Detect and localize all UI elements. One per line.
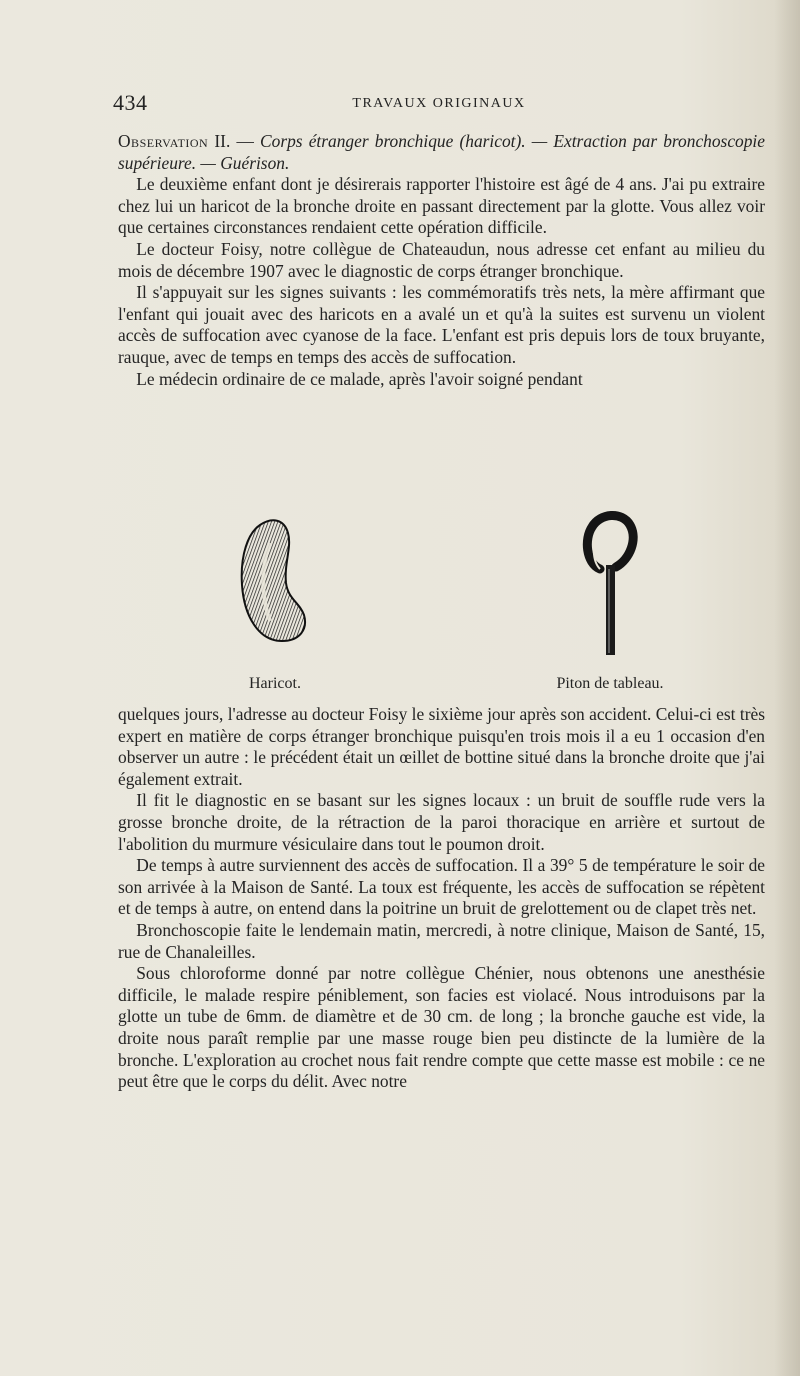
observation-heading [118,131,765,174]
figure-bean [175,503,375,693]
running-head [113,90,765,122]
paragraph: quelques jours, l'adresse au docteur Foisy le sixième jour après son accident. Celui-ci est très expert en matière de corps étranger bronchique puisqu'en trois mois il a eu 1 occasion d'en observer un autre : le précédent était un œillet de bottine situé dans la bronche droite que j'ai également extrait. [118,704,765,789]
paragraph: Sous chloroforme donné par notre collègue Chénier, nous obtenons une anesthésie difficile, le malade respire péniblement, son facies est violacé. Nous introduisons par la glotte un tube de 6mm. de diamètre et de 30 cm. de long ; la bronche gauche est vide, la droite nous paraît remplie par une masse rouge bien peu distincte de la lumière de la bronche. L'exploration au crochet nous fait rendre compte que cette masse est mobile : ce ne peut être que le corps du délit. Avec notre [118,963,765,1092]
observation-dash: — [236,131,254,151]
text-upper [118,131,765,390]
paragraph: De temps à autre surviennent des accès de suffocation. Il a 39° 5 de température le soir de son arrivée à la Maison de Santé. La toux est fréquente, les accès de suffocation se répètent et de temps à autre, on entend dans la poitrine un bruit de grelottement ou de clapet très net. [118,855,765,919]
text-lower [118,704,765,1093]
page-number: 434 [113,90,148,115]
paragraph: Le docteur Foisy, notre collègue de Chateaudun, nous adresse cet enfant au milieu du mois de décembre 1907 avec le diagnostic de corps étranger bronchique. [118,238,765,281]
bean-illustration [230,503,320,653]
running-title: TRAVAUX ORIGINAUX [352,96,526,111]
observation-number: II. [214,131,231,151]
page-edge-shadow [774,0,800,1376]
paragraph: Il fit le diagnostic en se basant sur les signes locaux : un bruit de souffle rude vers la grosse bronche droite, de la rétraction de la paroi thoracique en arrière et surtout de l'abolition du murmure vésiculaire dans tout le poumon droit. [118,790,765,854]
paragraph: Le deuxième enfant dont je désirerais rapporter l'histoire est âgé de 4 ans. J'ai pu extraire chez lui un haricot de la bronche droite en passant directement par la glotte. Vous allez voir que certaines circonstances rendaient cette opération difficile. [118,174,765,238]
hook-caption: Piton de tableau. [556,675,664,692]
observation-label: Observation [118,131,209,151]
paragraph: Il s'appuyait sur les signes suivants : les commémoratifs très nets, la mère affirmant que l'enfant qui jouait avec des haricots en a avalé un et qu'à la suites est survenu un violent accès de suffocation avec cyanose de la face. L'enfant est pris depuis lors de toux bruyante, rauque, avec de temps en temps des accès de suffocation. [118,282,765,367]
paragraph: Le médecin ordinaire de ce malade, après l'avoir soigné pendant [136,368,583,389]
picture-hook-illustration [570,503,650,663]
paragraph: Bronchoscopie faite le lendemain matin, mercredi, à notre clinique, Maison de Santé, 15, rue de Chanaleilles. [118,919,765,962]
bean-caption: Haricot. [249,675,301,692]
figures-row [118,503,765,693]
observation-title: Corps étranger bronchique (haricot). — Extraction par bronchoscopie supérieure. — Guérison. [118,131,765,173]
figure-hook [510,503,710,693]
